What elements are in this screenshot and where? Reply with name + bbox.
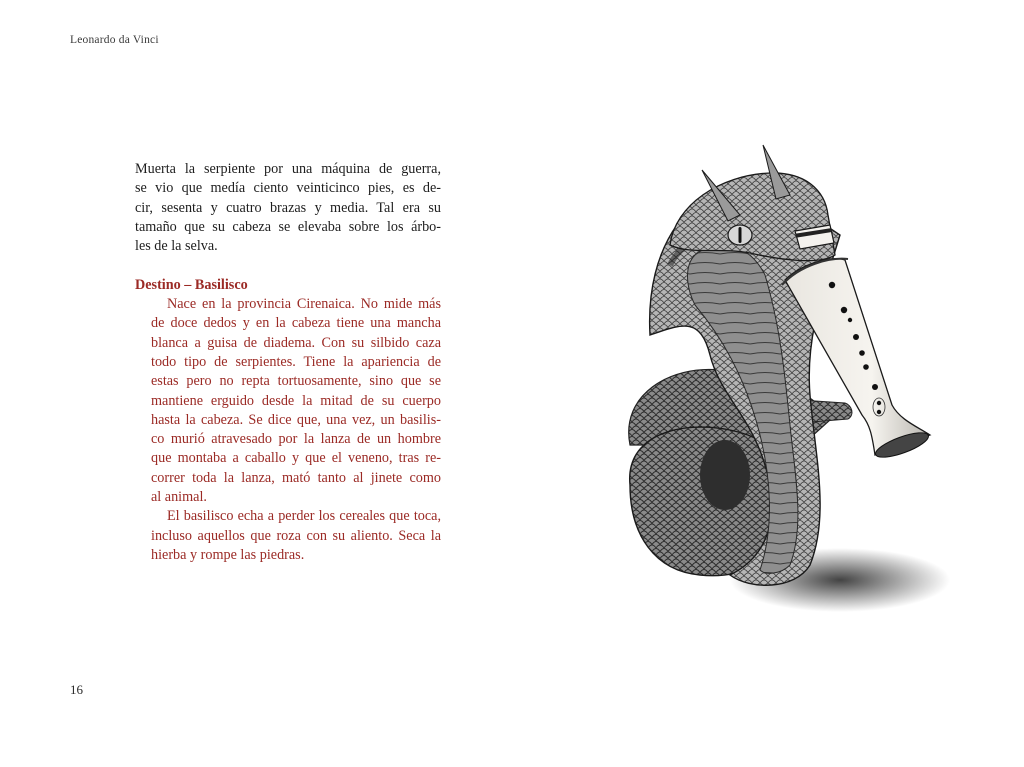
- section-heading: Destino – Basilisco: [135, 276, 248, 293]
- text-line: cir, sesenta y cuatro brazas y media. Tal era su: [135, 199, 441, 216]
- text-line: se vio que medía ciento veinticinco pies, es de-: [135, 180, 441, 197]
- text-line: El basilisco echa a perder los cereales que toca,: [167, 508, 441, 525]
- intro-paragraph: [135, 160, 441, 256]
- text-line: tamaño que su cabeza se elevaba sobre los árbo-: [135, 218, 441, 235]
- page-number: 16: [70, 682, 83, 697]
- text-line: Nace en la provincia Cirenaica. No mide más: [167, 296, 441, 313]
- body-paragraph-2: [135, 507, 441, 565]
- coil-hollow: [700, 440, 750, 510]
- text-line: que montaba a caballo y que el veneno, tras re-: [151, 450, 441, 467]
- eye-icon: [728, 225, 752, 245]
- text-line: Muerta la serpiente por una máquina de guerra,: [135, 161, 441, 177]
- text-line: de doce dedos y en la cabeza tiene una mancha: [151, 315, 441, 332]
- text-line: incluso aquellos que roza con su aliento. Seca la: [151, 527, 441, 544]
- text-line: co murió atravesado por la lanza de un hombre: [151, 431, 441, 448]
- text-line: correr toda la lanza, mató tanto al jinete como: [151, 469, 441, 486]
- text-line: mantiene erguido desde la mitad de su cuerpo: [151, 392, 441, 409]
- text-line: estas pero no repta tortuosamente, sino que se: [151, 373, 441, 390]
- body-paragraph-1: [135, 295, 441, 507]
- text-line: hierba y rompe las piedras.: [151, 546, 305, 563]
- text-column: [135, 160, 441, 565]
- text-line: les de la selva.: [135, 238, 218, 255]
- text-line: hasta la cabeza. Se dice que, una vez, un basilis-: [151, 411, 441, 428]
- running-head: Leonardo da Vinci: [70, 34, 159, 46]
- text-line: blanca a guisa de diadema. Con su silbido caza: [151, 334, 441, 351]
- text-line: al animal.: [151, 489, 207, 506]
- basilisk-illustration: [600, 135, 960, 630]
- text-line: todo tipo de serpientes. Tiene la apariencia de: [151, 353, 441, 370]
